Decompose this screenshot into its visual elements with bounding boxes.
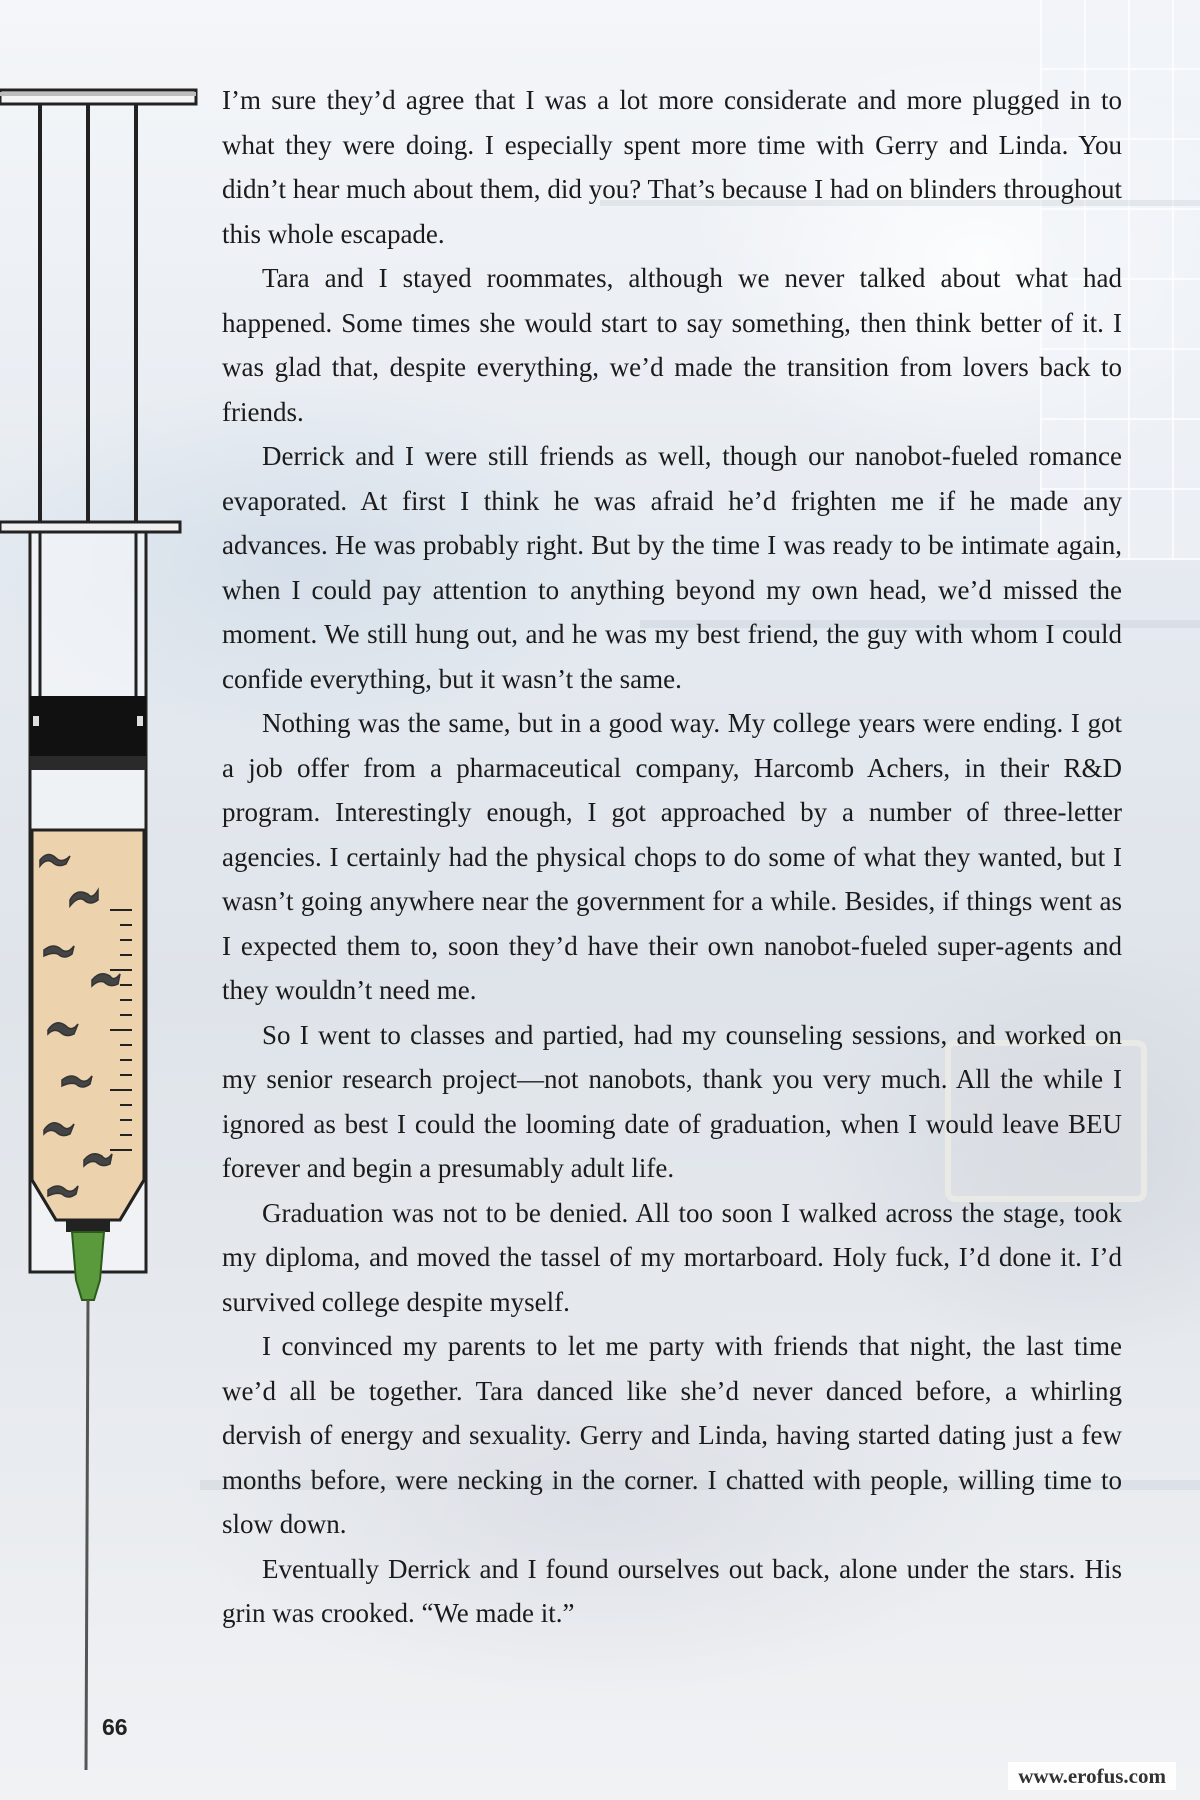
- paragraph: Eventually Derrick and I found ourselves out back, alone under the stars. His grin was crooked. “We made it.”: [222, 1553, 1122, 1628]
- paragraph: I’m sure they’d agree that I was a lot more considerate and more plugged in to what they were doing. I especially spent more time with Gerry and Linda. You didn’t hear much about them, did you? That’s because I had on blinders throughout this whole escapade.: [222, 85, 1122, 249]
- paragraph: So I went to classes and partied, had my counseling sessions, and worked on my senior research project—not nanobots, thank you very much. All the while I ignored as best I could the looming date of graduation, when I would leave BEU forever and begin a presumably adult life.: [222, 1019, 1122, 1183]
- needle-hub: [72, 1232, 104, 1300]
- paragraph: I convinced my parents to let me party with friends that night, the last time we’d all be together. Tara danced like she’d never danced before, a whirling dervish of energy and sexuality. Gerry and Linda, having started dating just a few months before, were necking in the corner. I chatted with people, willing time to slow down.: [222, 1331, 1122, 1539]
- syringe-plunger-seal: [30, 696, 146, 756]
- syringe-needle: [86, 1300, 88, 1770]
- paragraph: Nothing was the same, but in a good way. My college years were ending. I got a job offer from a pharmaceutical company, Harcomb Achers, in their R&D program. Interestingly enough, I got approached by a number of three-letter agencies. I certainly had the physical chops to do some of what they wanted, but I wasn’t going anywhere near the government for a while. Besides, if things went as I expected them to, soon they’d have their own nanobot-fueled super-agents and they wouldn’t need me.: [222, 708, 1122, 1005]
- paragraph: Derrick and I were still friends as well, though our nanobot-fueled romance evaporated. At first I think he was afraid he’d frighten me if he made any advances. He was probably right. But by the time I was ready to be intimate again, when I could pay attention to anything beyond my own head, we’d missed the moment. We still hung out, and he was my best friend, the guy with whom I could confide everything, but it wasn’t the same.: [222, 441, 1122, 694]
- page-number: 66: [102, 1714, 128, 1740]
- watermark: www.erofus.com: [1008, 1762, 1176, 1790]
- syringe-with-nanobots-icon: [0, 80, 200, 1780]
- paragraph: Tara and I stayed roommates, although we never talked about what had happened. Some times she would start to say something, then think better of it. I was glad that, despite everything, we’d made the transition from lovers back to friends.: [222, 263, 1122, 427]
- paragraph: Graduation was not to be denied. All too soon I walked across the stage, took my diploma, and moved the tassel of my mortarboard. Holy fuck, I’d done it. I’d survived college despite myself.: [222, 1197, 1122, 1317]
- body-text: [222, 78, 1122, 1636]
- syringe-hub: [66, 1220, 110, 1232]
